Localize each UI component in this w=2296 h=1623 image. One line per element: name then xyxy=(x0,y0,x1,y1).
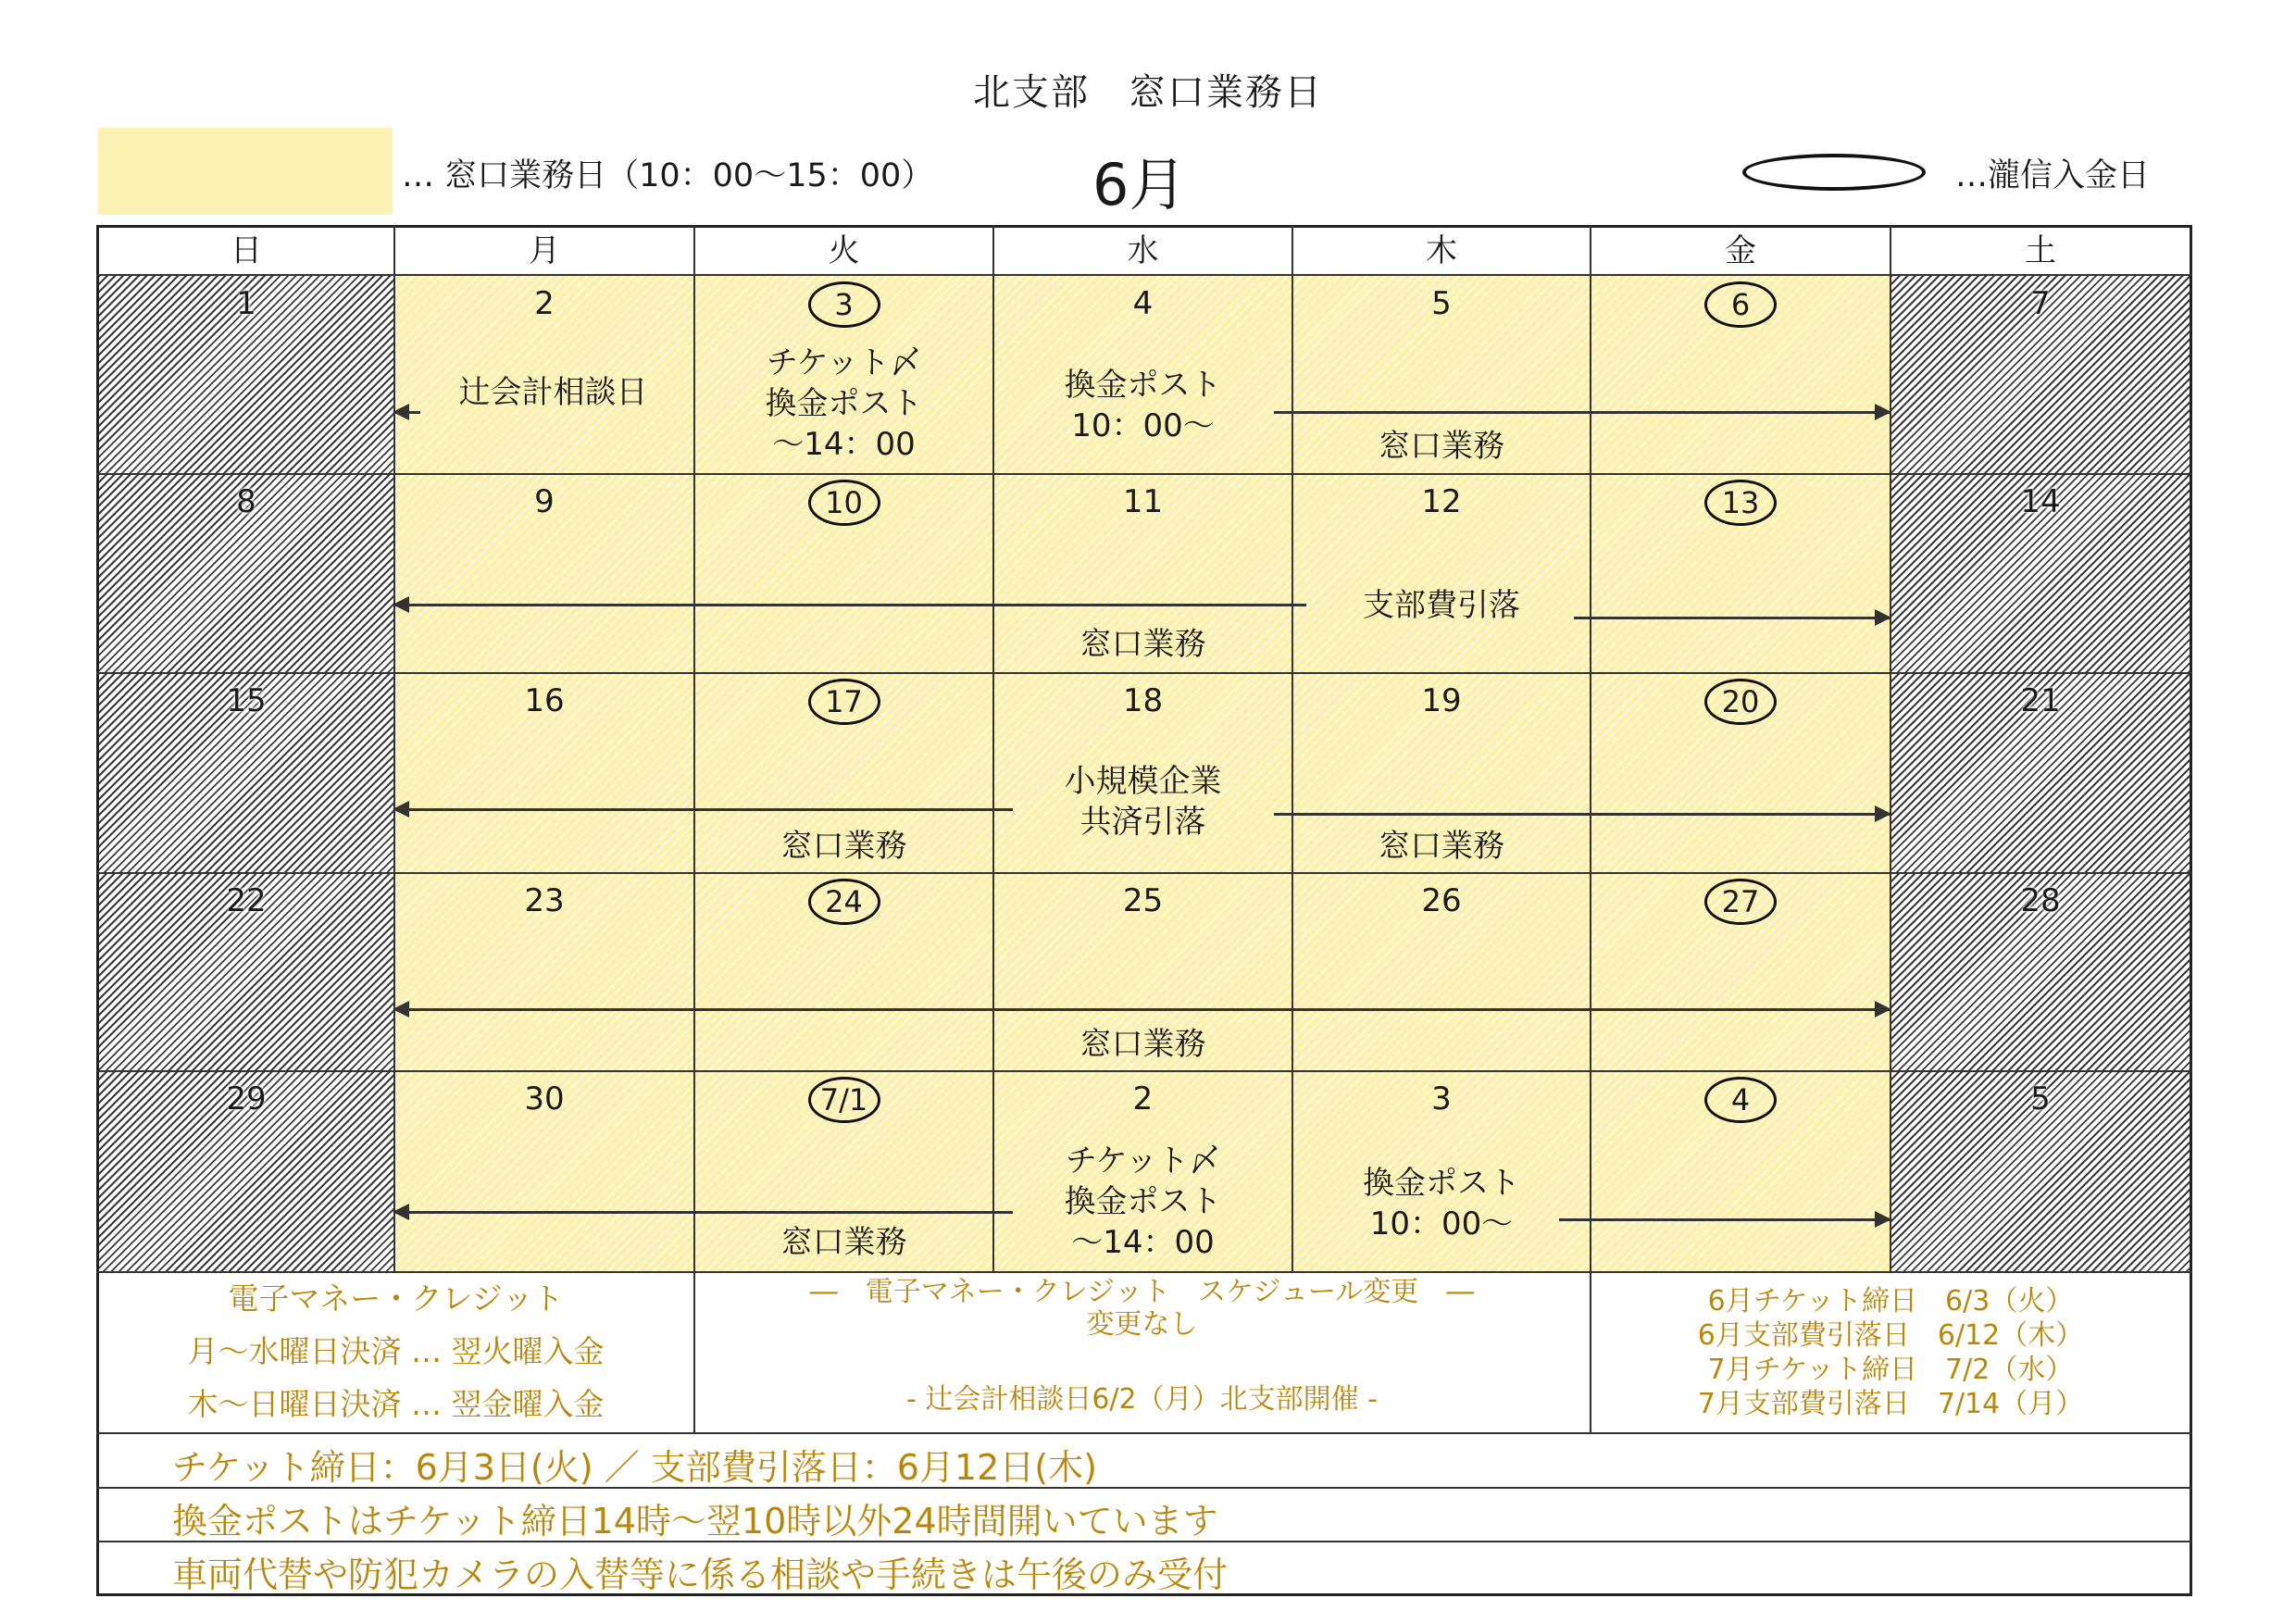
weekday-header-sun: 日 xyxy=(231,232,262,269)
window-work-label: 窓口業務 xyxy=(780,1224,907,1261)
arrow-right xyxy=(1274,813,1890,816)
day-number: 8 xyxy=(236,483,256,520)
deposit-day-circle: 20 xyxy=(1704,679,1777,725)
day-number: 22 xyxy=(226,882,267,919)
exchange-post-label: 換金ポスト xyxy=(1363,1165,1520,1202)
weekday-header-thu: 木 xyxy=(1426,232,1457,269)
branch-fee-label: 支部費引落 xyxy=(1363,587,1520,624)
exchange-post-label: 換金ポスト xyxy=(1064,1183,1222,1220)
exchange-post-time: 10：00～ xyxy=(1369,1205,1514,1242)
day-number: 7 xyxy=(2030,285,2051,322)
weekday-header-fri: 金 xyxy=(1725,232,1756,269)
footer-note: チケット締日：6月3日(火) ／ 支部費引落日：6月12日(木) xyxy=(172,1447,1097,1488)
exchange-post-label: 換金ポスト xyxy=(765,385,923,422)
payment-note-line: 木～日曜日決済 … 翌金曜入金 xyxy=(187,1386,605,1422)
day-number: 3 xyxy=(1431,1080,1452,1117)
deposit-day-circle: 7/1 xyxy=(808,1077,880,1123)
deadline-list-item: 6月チケット締日 6/3（火） xyxy=(1707,1285,2074,1317)
ticket-deadline-label: チケット〆 xyxy=(1066,1142,1220,1180)
window-work-label: 窓口業務 xyxy=(1079,626,1206,663)
deposit-day-circle: 27 xyxy=(1704,879,1777,925)
window-work-label: 窓口業務 xyxy=(1379,828,1504,865)
small-biz-label: 小規模企業 xyxy=(1064,763,1222,800)
arrow-right xyxy=(1274,411,1890,414)
legend-window-day-label: … 窓口業務日（10：00～15：00） xyxy=(402,157,934,194)
payment-note-title: 電子マネー・クレジット xyxy=(228,1280,564,1317)
day-number: 2 xyxy=(1132,1080,1154,1117)
grid-line xyxy=(96,672,2192,674)
page-title: 北支部 窓口業務日 xyxy=(973,71,1323,114)
day-number: 23 xyxy=(524,882,565,919)
day-number: 14 xyxy=(2020,483,2061,520)
day-number: 9 xyxy=(534,483,555,520)
weekday-header-mon: 月 xyxy=(529,232,560,269)
deposit-day-circle: 10 xyxy=(808,480,880,526)
ticket-deadline-label: チケット〆 xyxy=(767,344,921,381)
window-work-label: 窓口業務 xyxy=(1379,428,1504,465)
day-number: 25 xyxy=(1122,882,1164,919)
arrow-right xyxy=(1574,617,1890,619)
day-number: 28 xyxy=(2020,882,2061,919)
deadline-list-item: 7月チケット締日 7/2（水） xyxy=(1707,1354,2074,1386)
day-number: 26 xyxy=(1421,882,1462,919)
legend-deposit-day-label: …瀧信入金日 xyxy=(1955,157,2151,194)
arrow-right xyxy=(1559,1218,1890,1221)
payment-note-line: 月～水曜日決済 … 翌火曜入金 xyxy=(187,1333,605,1369)
month-label: 6月 xyxy=(1092,151,1187,218)
schedule-change-status: 変更なし xyxy=(1086,1308,1198,1341)
footer-note: 車両代替や防犯カメラの入替等に係る相談や手続きは午後のみ受付 xyxy=(172,1554,1229,1595)
weekday-header-wed: 水 xyxy=(1127,232,1159,269)
day-number: 18 xyxy=(1122,682,1164,719)
deposit-day-circle: 6 xyxy=(1704,281,1777,328)
consult-day-note: - 辻会計相談日6/2（月）北支部開催 - xyxy=(905,1383,1378,1416)
arrow-left xyxy=(394,604,1306,606)
arrow-left xyxy=(394,1211,1013,1214)
day-number: 16 xyxy=(524,682,565,719)
day-number: 12 xyxy=(1421,483,1462,520)
consult-day-label: 辻会計相談日 xyxy=(458,374,648,411)
small-biz-label-2: 共済引落 xyxy=(1079,804,1206,841)
arrow-left xyxy=(394,808,1013,811)
window-work-label: 窓口業務 xyxy=(1079,1026,1206,1063)
deposit-day-circle: 13 xyxy=(1704,480,1777,526)
day-number: 30 xyxy=(524,1080,565,1117)
day-number: 1 xyxy=(236,285,256,322)
deadline-list-item: 6月支部費引落日 6/12（木） xyxy=(1697,1319,2084,1352)
day-number: 29 xyxy=(226,1080,267,1117)
day-number: 4 xyxy=(1132,285,1154,322)
arrow-both xyxy=(394,1008,1890,1011)
grid-line xyxy=(393,225,395,1272)
footer-note: 換金ポストはチケット締日14時～翌10時以外24時間開いています xyxy=(172,1501,1218,1542)
day-number: 2 xyxy=(534,285,555,322)
exchange-post-time: ～14：00 xyxy=(772,426,916,463)
grid-line xyxy=(96,274,2192,276)
legend-swatch-window-day xyxy=(98,128,393,215)
weekday-header-sat: 土 xyxy=(2025,232,2056,269)
deposit-day-circle: 17 xyxy=(808,679,880,725)
schedule-change-heading: ― 電子マネー・クレジット スケジュール変更 ― xyxy=(809,1276,1475,1308)
deposit-day-circle: 3 xyxy=(808,281,880,328)
grid-line xyxy=(96,1432,2192,1434)
deadline-list-item: 7月支部費引落日 7/14（月） xyxy=(1697,1388,2084,1420)
day-number: 5 xyxy=(1431,285,1452,322)
day-number: 5 xyxy=(2030,1080,2051,1117)
day-number: 21 xyxy=(2020,682,2061,719)
arrow-left xyxy=(394,411,420,414)
deposit-day-circle: 4 xyxy=(1704,1077,1777,1123)
day-number: 15 xyxy=(226,682,267,719)
window-work-label: 窓口業務 xyxy=(780,828,907,865)
deposit-day-circle: 24 xyxy=(808,879,880,925)
legend-oval-icon xyxy=(1742,154,1926,191)
grid-line xyxy=(1890,225,1891,1272)
grid-line xyxy=(96,473,2192,475)
grid-line xyxy=(96,872,2192,874)
day-number: 11 xyxy=(1122,483,1164,520)
weekday-header-tue: 火 xyxy=(828,232,860,269)
exchange-post-time: 10：00～ xyxy=(1071,407,1215,444)
exchange-post-label: 換金ポスト xyxy=(1064,367,1222,404)
day-number: 19 xyxy=(1421,682,1462,719)
grid-line xyxy=(96,1070,2192,1072)
exchange-post-time: ～14：00 xyxy=(1071,1224,1215,1261)
